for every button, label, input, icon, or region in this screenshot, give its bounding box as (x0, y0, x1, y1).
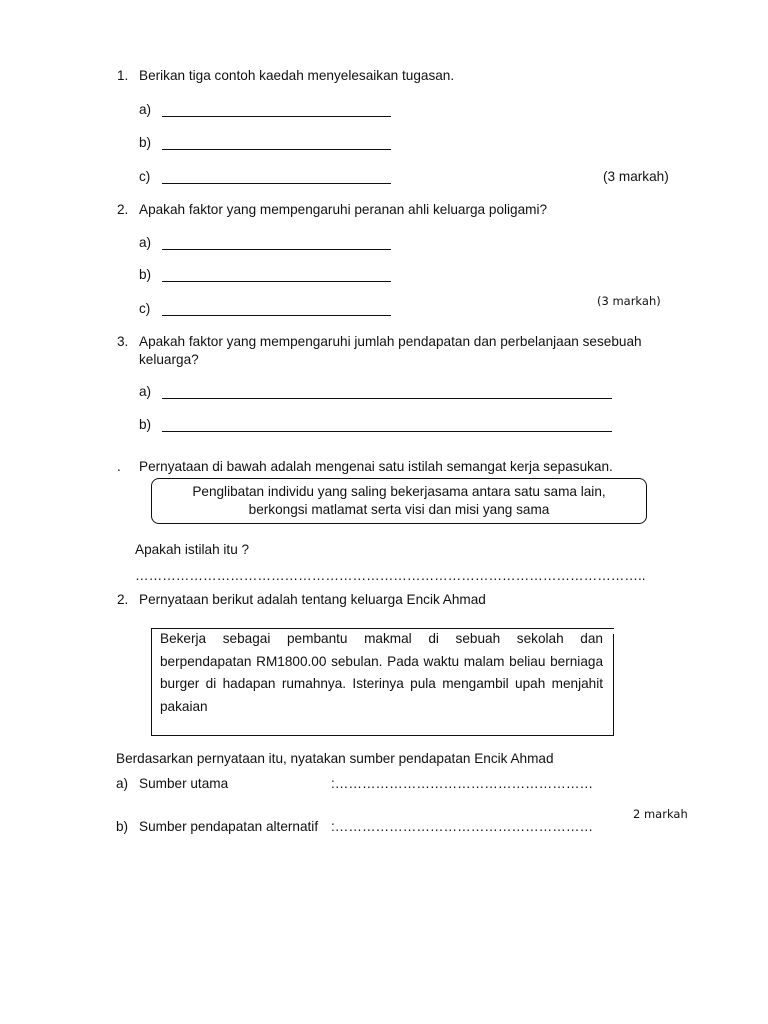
q2-text: Apakah faktor yang mempengaruhi peranan ahli keluarga poligami? (139, 202, 548, 217)
q2-option-b-answer-line[interactable] (162, 281, 391, 282)
q3-option-b-label: b) (139, 417, 152, 432)
q3-option-a-label: a) (139, 384, 152, 399)
q4-statement-line1: Penglibatan individu yang saling bekerjasama antara satu sama lain, (192, 484, 606, 499)
q1-option-b-label: b) (139, 135, 152, 150)
q4-answer-dots[interactable]: ………………………………………………………………………………………………….. (135, 568, 646, 583)
q3-option-a-answer-line[interactable] (162, 398, 612, 399)
q2-marks: (3 markah) (597, 294, 661, 308)
q5-text: Pernyataan berikut adalah tentang keluarga Encik Ahmad (139, 592, 486, 607)
q4-statement-line2: berkongsi matlamat serta visi dan misi yang sama (248, 502, 550, 517)
q3-text-line1: Apakah faktor yang mempengaruhi jumlah pendapatan dan perbelanjaan sesebuah (139, 334, 642, 349)
q5-b-text: Sumber pendapatan alternatif (139, 819, 319, 834)
q1-option-c-answer-line[interactable] (162, 183, 391, 184)
q4-number: . (117, 459, 121, 474)
q2-number: 2. (117, 202, 129, 217)
q2-option-a-answer-line[interactable] (162, 249, 391, 250)
q4-question: Apakah istilah itu ? (135, 542, 250, 557)
q5-b-label: b) (116, 819, 129, 834)
q5-prompt: Berdasarkan pernyataan itu, nyatakan sumber pendapatan Encik Ahmad (116, 751, 554, 766)
q1-option-b-answer-line[interactable] (162, 149, 391, 150)
q5-statement-box (151, 628, 614, 736)
q3-text-line2: keluarga? (139, 352, 199, 367)
q5-statement-text: Bekerja sebagai pembantu makmal di sebuah sekolah dan berpendapatan RM1800.00 sebulan. Pada waktu malam beliau berniaga burger di hadapan rumahnya. Isterinya pula mengambil upah menjahit pakaian (160, 631, 603, 714)
q5-box-left-border (151, 628, 152, 736)
q3-option-b-answer-line[interactable] (162, 431, 612, 432)
q5-a-text: Sumber utama (139, 776, 229, 791)
q3-number: 3. (117, 334, 129, 349)
q1-marks: (3 markah) (603, 169, 669, 184)
q5-box-bottom-border (151, 735, 614, 736)
q2-option-c-label: c) (139, 301, 151, 316)
q1-option-a-answer-line[interactable] (162, 116, 391, 117)
q5-b-answer-dots[interactable]: :………………………………………………… (331, 819, 594, 834)
q4-statement-box (151, 478, 647, 524)
q2-option-b-label: b) (139, 267, 152, 282)
q1-option-a-label: a) (139, 102, 152, 117)
q1-text: Berikan tiga contoh kaedah menyelesaikan tugasan. (139, 68, 455, 83)
q2-option-c-answer-line[interactable] (162, 315, 391, 316)
q5-box-right-border (613, 634, 614, 736)
q5-a-label: a) (116, 776, 129, 791)
q1-option-c-label: c) (139, 169, 151, 184)
q5-number: 2. (117, 592, 129, 607)
q4-text: Pernyataan di bawah adalah mengenai satu istilah semangat kerja sepasukan. (139, 459, 613, 474)
q2-option-a-label: a) (139, 235, 152, 250)
q1-number: 1. (117, 68, 129, 83)
q5-marks: 2 markah (633, 807, 688, 821)
q5-a-answer-dots[interactable]: :………………………………………………… (331, 776, 594, 791)
